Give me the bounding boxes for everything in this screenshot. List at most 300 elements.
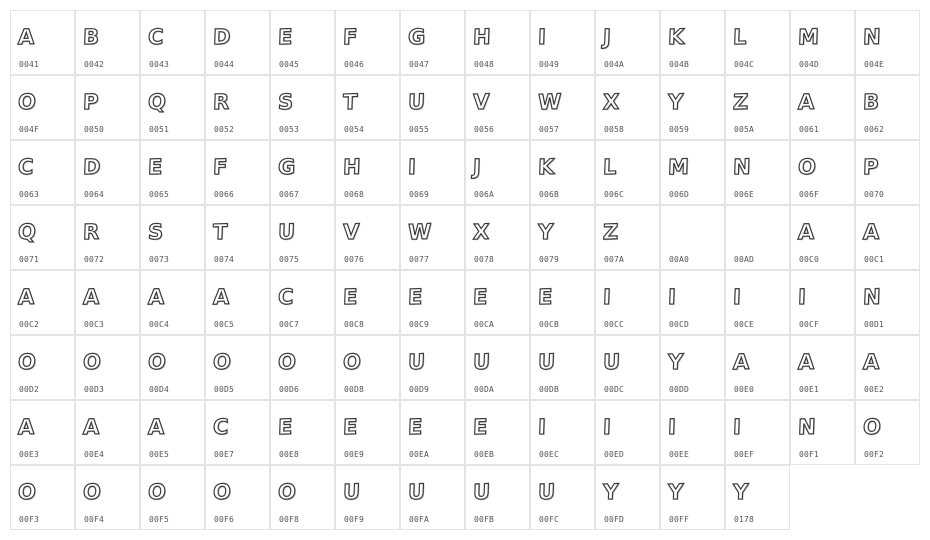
glyph-preview: B [82,24,100,50]
glyph-codepoint: 00E8 [279,450,300,459]
glyph-cell[interactable] [725,335,790,400]
glyph-cell[interactable] [140,10,205,75]
glyph-preview: C [147,24,164,50]
glyph-codepoint: 00E9 [344,450,365,459]
glyph-preview: S [277,89,294,115]
glyph-cell[interactable] [205,400,270,465]
glyph-preview: C [212,414,229,440]
glyph-codepoint: 00DA [474,385,495,394]
glyph-cell[interactable] [660,140,725,205]
glyph-codepoint: 0079 [539,255,560,264]
glyph-codepoint: 00F6 [214,515,235,524]
glyph-codepoint: 0076 [344,255,365,264]
glyph-codepoint: 00FF [669,515,690,524]
glyph-cell[interactable] [270,400,335,465]
glyph-preview: A [82,414,100,440]
glyph-codepoint: 00C9 [409,320,430,329]
glyph-preview: A [147,414,165,440]
glyph-preview: A [797,89,815,115]
glyph-codepoint: 00F4 [84,515,105,524]
glyph-codepoint: 00FA [409,515,430,524]
glyph-preview: U [407,89,426,115]
glyph-preview: A [797,349,815,375]
glyph-cell[interactable] [335,400,400,465]
glyph-cell[interactable] [465,205,530,270]
glyph-codepoint: 004E [864,60,885,69]
glyph-cell[interactable] [75,10,140,75]
glyph-preview: C [277,284,294,310]
glyph-preview: R [82,219,100,245]
glyph-codepoint: 0067 [279,190,300,199]
glyph-preview: I [602,284,612,310]
glyph-cell[interactable] [335,205,400,270]
glyph-codepoint: 00CF [799,320,820,329]
glyph-cell[interactable] [10,75,75,140]
glyph-codepoint: 0068 [344,190,365,199]
glyph-cell[interactable] [660,270,725,335]
glyph-codepoint: 006C [604,190,625,199]
glyph-preview: O [212,479,232,505]
glyph-cell[interactable] [530,205,595,270]
glyph-preview: U [472,349,491,375]
glyph-codepoint: 00D8 [344,385,365,394]
glyph-codepoint: 0074 [214,255,235,264]
glyph-codepoint: 00EA [409,450,430,459]
glyph-codepoint: 00D4 [149,385,170,394]
glyph-preview: A [17,414,35,440]
glyph-cell[interactable] [140,205,205,270]
glyph-cell[interactable] [335,140,400,205]
glyph-cell[interactable] [10,10,75,75]
glyph-preview: Y [537,219,554,245]
glyph-codepoint: 004A [604,60,625,69]
glyph-preview: P [862,154,879,180]
glyph-preview: R [212,89,230,115]
glyph-cell[interactable] [855,10,920,75]
glyph-preview: I [602,414,612,440]
glyph-cell[interactable] [75,75,140,140]
glyph-codepoint: 00F9 [344,515,365,524]
glyph-preview: V [342,219,360,245]
glyph-cell[interactable] [660,400,725,465]
glyph-cell[interactable] [855,400,920,465]
glyph-cell[interactable] [140,75,205,140]
glyph-codepoint: 006B [539,190,560,199]
glyph-preview: P [82,89,99,115]
glyph-codepoint: 00EC [539,450,560,459]
glyph-preview: E [472,414,488,440]
glyph-preview: O [82,479,102,505]
glyph-cell[interactable] [335,75,400,140]
glyph-codepoint: 00D1 [864,320,885,329]
glyph-cell[interactable] [725,205,790,270]
glyph-preview: O [342,349,362,375]
glyph-preview: M [797,24,820,50]
glyph-codepoint: 00ED [604,450,625,459]
glyph-codepoint: 0066 [214,190,235,199]
glyph-preview: V [472,89,490,115]
glyph-codepoint: 0059 [669,125,690,134]
glyph-cell[interactable] [855,270,920,335]
glyph-preview: H [342,154,362,180]
glyph-codepoint: 0052 [214,125,235,134]
glyph-preview: L [602,154,617,180]
glyph-codepoint: 00CB [539,320,560,329]
glyph-preview: A [147,284,165,310]
glyph-cell[interactable] [205,335,270,400]
glyph-cell[interactable] [530,270,595,335]
glyph-codepoint: 00CC [604,320,625,329]
glyph-cell[interactable] [725,75,790,140]
glyph-codepoint: 00E4 [84,450,105,459]
glyph-preview: O [212,349,232,375]
glyph-preview: Z [602,219,619,245]
glyph-preview: A [797,219,815,245]
glyph-cell[interactable] [790,140,855,205]
glyph-cell[interactable] [205,75,270,140]
glyph-cell[interactable] [335,10,400,75]
glyph-codepoint: 0055 [409,125,430,134]
glyph-codepoint: 00EB [474,450,495,459]
glyph-cell[interactable] [205,205,270,270]
glyph-codepoint: 0062 [864,125,885,134]
glyph-codepoint: 0054 [344,125,365,134]
glyph-codepoint: 0072 [84,255,105,264]
glyph-preview: O [862,414,882,440]
glyph-preview: O [277,479,297,505]
glyph-codepoint: 0051 [149,125,170,134]
glyph-codepoint: 00C1 [864,255,885,264]
glyph-preview: S [147,219,164,245]
glyph-preview: E [407,414,423,440]
glyph-cell[interactable] [725,140,790,205]
glyph-cell[interactable] [10,140,75,205]
glyph-grid [10,10,920,530]
glyph-codepoint: 004F [19,125,40,134]
glyph-preview: G [407,24,426,50]
glyph-preview: O [277,349,297,375]
glyph-preview: O [147,349,167,375]
glyph-cell[interactable] [855,140,920,205]
glyph-preview: E [277,414,293,440]
glyph-preview: O [17,479,37,505]
glyph-codepoint: 00D5 [214,385,235,394]
glyph-preview: U [407,349,426,375]
glyph-preview: O [17,349,37,375]
glyph-cell[interactable] [595,270,660,335]
glyph-codepoint: 00CA [474,320,495,329]
glyph-preview: U [407,479,426,505]
glyph-preview: I [537,414,547,440]
glyph-preview: N [732,154,752,180]
glyph-codepoint: 0057 [539,125,560,134]
glyph-cell[interactable] [465,335,530,400]
glyph-preview: E [537,284,553,310]
glyph-cell[interactable] [595,10,660,75]
glyph-codepoint: 00E5 [149,450,170,459]
glyph-cell[interactable] [595,335,660,400]
glyph-codepoint: 0075 [279,255,300,264]
glyph-codepoint: 00D9 [409,385,430,394]
glyph-preview: G [277,154,296,180]
glyph-preview: U [537,349,556,375]
glyph-cell[interactable] [530,140,595,205]
glyph-preview: E [342,284,358,310]
glyph-preview: M [667,154,690,180]
glyph-cell[interactable] [75,140,140,205]
glyph-codepoint: 00F1 [799,450,820,459]
glyph-cell[interactable] [10,335,75,400]
glyph-cell[interactable] [400,10,465,75]
glyph-codepoint: 0070 [864,190,885,199]
glyph-cell[interactable] [790,205,855,270]
glyph-cell[interactable] [660,205,725,270]
glyph-cell[interactable] [660,10,725,75]
glyph-preview: E [147,154,163,180]
glyph-codepoint: 0049 [539,60,560,69]
glyph-cell[interactable] [10,270,75,335]
glyph-codepoint: 00E2 [864,385,885,394]
glyph-preview: T [212,219,228,245]
glyph-cell[interactable] [725,10,790,75]
glyph-cell[interactable] [10,205,75,270]
glyph-codepoint: 00CD [669,320,690,329]
glyph-preview: E [407,284,423,310]
glyph-preview: X [472,219,490,245]
glyph-codepoint: 0046 [344,60,365,69]
glyph-cell[interactable] [270,140,335,205]
glyph-preview: O [797,154,817,180]
glyph-cell[interactable] [530,465,595,530]
glyph-preview: I [732,284,742,310]
glyph-preview: A [862,219,880,245]
glyph-codepoint: 0064 [84,190,105,199]
glyph-codepoint: 00C7 [279,320,300,329]
glyph-codepoint: 006D [669,190,690,199]
glyph-preview: H [472,24,492,50]
glyph-codepoint: 00FC [539,515,560,524]
glyph-preview: Y [667,349,684,375]
glyph-cell[interactable] [790,270,855,335]
glyph-codepoint: 0044 [214,60,235,69]
glyph-preview: U [602,349,621,375]
glyph-codepoint: 0061 [799,125,820,134]
glyph-cell[interactable] [465,140,530,205]
glyph-cell[interactable] [75,335,140,400]
glyph-preview: U [342,479,361,505]
glyph-codepoint: 007A [604,255,625,264]
glyph-codepoint: 00F8 [279,515,300,524]
glyph-cell[interactable] [75,400,140,465]
glyph-codepoint: 00C3 [84,320,105,329]
glyph-preview: A [82,284,100,310]
glyph-cell[interactable] [530,10,595,75]
glyph-codepoint: 0056 [474,125,495,134]
glyph-codepoint: 00D3 [84,385,105,394]
glyph-cell[interactable] [400,335,465,400]
glyph-preview: A [862,349,880,375]
glyph-cell[interactable] [75,465,140,530]
glyph-preview: I [407,154,417,180]
glyph-cell[interactable] [660,75,725,140]
glyph-cell[interactable] [790,75,855,140]
glyph-preview: J [602,24,612,50]
glyph-preview: Y [732,479,749,505]
glyph-preview: Y [667,479,684,505]
glyph-cell[interactable] [205,465,270,530]
glyph-codepoint: 0077 [409,255,430,264]
glyph-preview: J [472,154,482,180]
glyph-codepoint: 0069 [409,190,430,199]
glyph-codepoint: 00DB [539,385,560,394]
glyph-cell[interactable] [335,335,400,400]
glyph-codepoint: 0073 [149,255,170,264]
glyph-codepoint: 0071 [19,255,40,264]
glyph-preview: N [862,24,882,50]
glyph-codepoint: 0045 [279,60,300,69]
glyph-cell[interactable] [75,205,140,270]
glyph-codepoint: 00CE [734,320,755,329]
glyph-preview: N [797,414,817,440]
glyph-cell[interactable] [205,10,270,75]
glyph-codepoint: 0053 [279,125,300,134]
glyph-cell[interactable] [270,335,335,400]
glyph-preview: I [797,284,807,310]
glyph-cell[interactable] [530,400,595,465]
glyph-preview: W [537,89,562,115]
glyph-preview: C [17,154,34,180]
glyph-cell[interactable] [595,205,660,270]
glyph-codepoint: 0063 [19,190,40,199]
glyph-codepoint: 00F2 [864,450,885,459]
glyph-preview: I [667,284,677,310]
glyph-cell[interactable] [270,205,335,270]
glyph-cell[interactable] [270,10,335,75]
glyph-preview: Q [17,219,37,245]
glyph-cell[interactable] [140,140,205,205]
glyph-cell[interactable] [530,335,595,400]
glyph-cell[interactable] [400,140,465,205]
glyph-preview: A [212,284,230,310]
glyph-cell[interactable] [465,400,530,465]
glyph-preview: U [537,479,556,505]
glyph-cell[interactable] [790,400,855,465]
glyph-cell[interactable] [140,270,205,335]
glyph-cell[interactable] [725,465,790,530]
glyph-cell[interactable] [270,465,335,530]
glyph-cell[interactable] [855,75,920,140]
glyph-codepoint: 006E [734,190,755,199]
glyph-cell[interactable] [530,75,595,140]
glyph-cell[interactable] [205,140,270,205]
glyph-codepoint: 00C8 [344,320,365,329]
glyph-codepoint: 0048 [474,60,495,69]
glyph-preview: O [147,479,167,505]
glyph-codepoint: 00DC [604,385,625,394]
glyph-codepoint: 00A0 [669,255,690,264]
glyph-preview: K [537,154,555,180]
glyph-codepoint: 00C5 [214,320,235,329]
glyph-cell[interactable] [400,400,465,465]
glyph-cell[interactable] [465,75,530,140]
glyph-cell[interactable] [725,400,790,465]
glyph-cell[interactable] [465,270,530,335]
glyph-cell[interactable] [140,465,205,530]
glyph-codepoint: 00E3 [19,450,40,459]
glyph-preview: E [342,414,358,440]
glyph-cell[interactable] [270,75,335,140]
glyph-preview: A [17,284,35,310]
glyph-cell[interactable] [725,270,790,335]
glyph-preview: L [732,24,747,50]
glyph-cell[interactable] [855,205,920,270]
glyph-cell[interactable] [660,335,725,400]
glyph-preview: B [862,89,880,115]
glyph-preview: Q [147,89,167,115]
glyph-preview: O [17,89,37,115]
glyph-cell[interactable] [595,400,660,465]
glyph-cell[interactable] [465,465,530,530]
glyph-preview: I [537,24,547,50]
glyph-cell[interactable] [335,465,400,530]
glyph-cell[interactable] [75,270,140,335]
glyph-cell[interactable] [400,270,465,335]
glyph-codepoint: 0065 [149,190,170,199]
glyph-codepoint: 00F5 [149,515,170,524]
glyph-cell[interactable] [400,465,465,530]
glyph-cell[interactable] [140,400,205,465]
glyph-codepoint: 0041 [19,60,40,69]
glyph-cell[interactable] [465,10,530,75]
glyph-cell[interactable] [790,335,855,400]
glyph-preview: I [667,414,677,440]
glyph-cell[interactable] [660,465,725,530]
glyph-cell[interactable] [400,205,465,270]
glyph-preview: K [667,24,685,50]
glyph-cell[interactable] [855,335,920,400]
glyph-codepoint: 0078 [474,255,495,264]
glyph-preview: X [602,89,620,115]
glyph-cell[interactable] [400,75,465,140]
glyph-cell[interactable] [595,140,660,205]
glyph-preview: F [212,154,228,180]
glyph-cell[interactable] [10,465,75,530]
glyph-preview: U [277,219,296,245]
glyph-preview: Z [732,89,749,115]
glyph-preview: E [472,284,488,310]
glyph-cell[interactable] [595,75,660,140]
glyph-cell[interactable] [790,10,855,75]
glyph-codepoint: 00C4 [149,320,170,329]
glyph-cell[interactable] [140,335,205,400]
glyph-codepoint: 005A [734,125,755,134]
glyph-codepoint: 0178 [734,515,755,524]
glyph-codepoint: 00C2 [19,320,40,329]
glyph-codepoint: 00E1 [799,385,820,394]
glyph-preview: Y [667,89,684,115]
glyph-cell[interactable] [595,465,660,530]
glyph-cell[interactable] [10,400,75,465]
glyph-cell[interactable] [335,270,400,335]
glyph-preview: I [732,414,742,440]
glyph-codepoint: 004D [799,60,820,69]
glyph-preview: A [17,24,35,50]
glyph-cell[interactable] [270,270,335,335]
glyph-preview: D [212,24,231,50]
glyph-preview: T [342,89,358,115]
glyph-cell[interactable] [205,270,270,335]
glyph-codepoint: 00EF [734,450,755,459]
